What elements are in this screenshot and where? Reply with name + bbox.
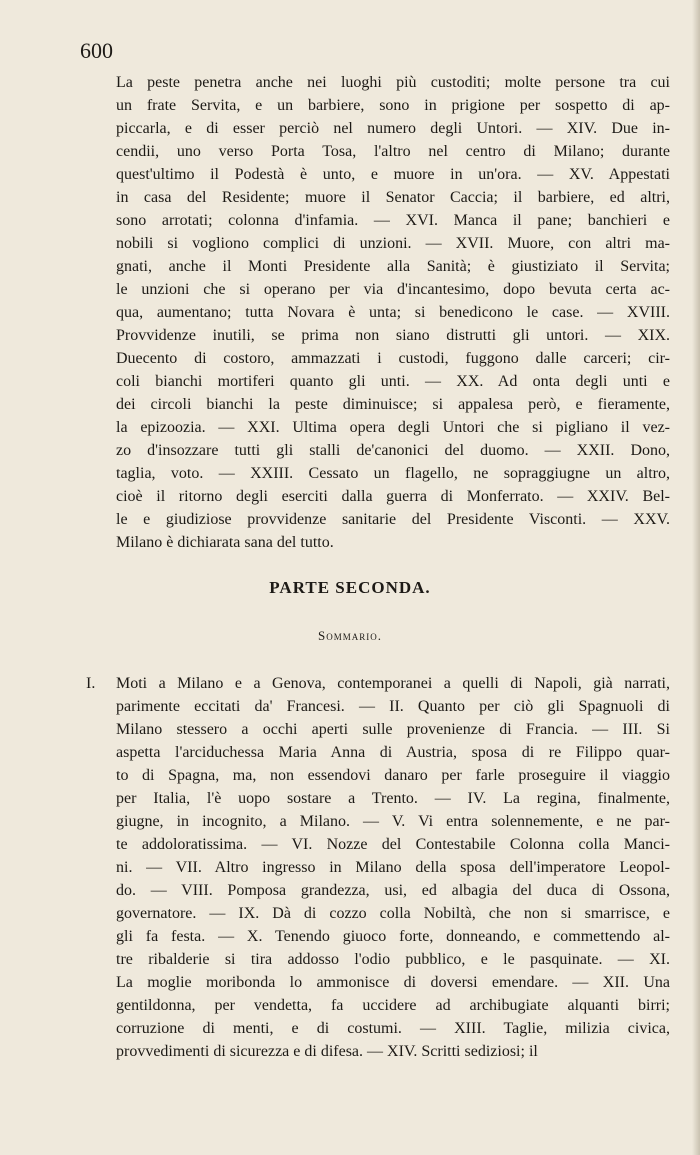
text-line: gnati, anche il Monti Presidente alla Sanità; è giustiziato il Servita; [116,258,670,275]
text-line: Milano stessero a occhi aperti sulle provenienze di Francia. — III. Si [116,721,670,738]
text-line: in casa del Residente; muore il Senator Caccia; il barbiere, ed altri, [116,189,670,206]
text-line: corruzione di menti, e di costumi. — XIII. Taglie, milizia civica, [116,1020,670,1037]
text-line: La moglie moribonda lo ammonisce di doversi emendare. — XII. Una [116,974,670,991]
first-item-number: I. [86,675,96,692]
text-line: le e giudiziose provvidenze sanitarie del Presidente Visconti. — XXV. [116,511,670,528]
text-line: cioè il ritorno degli eserciti dalla guerra di Monferrato. — XXIV. Bel- [116,488,670,505]
text-line: taglia, voto. — XXIII. Cessato un flagello, ne sopraggiugne un altro, [116,465,670,482]
text-line: gentildonna, per vendetta, fa uccidere ad archibugiate alquanti birri; [116,997,670,1014]
page-number: 600 [80,38,113,63]
text-line: le unzioni che si operano per via d'incantesimo, dopo bevuta certa ac- [116,281,670,298]
text-line: Duecento di costoro, ammazzati i custodi, fuggono dalle carceri; cir- [116,350,670,367]
text-line: dei circoli bianchi la peste diminuisce; si appalesa però, e fieramente, [116,396,670,413]
text-line: tre ribalderie si tira addosso l'odio pubblico, e le pasquinate. — XI. [116,951,670,968]
text-line: Moti a Milano e a Genova, contemporanei a quelli di Napoli, già narrati, [116,675,670,692]
text-line: piccarla, e di esser perciò nel numero degli Untori. — XIV. Due in- [116,120,670,137]
summary-label: Sommario. [318,628,382,643]
part-one-summary-text [116,71,670,554]
text-line: parimente eccitati da' Francesi. — II. Quanto per ciò gli Spagnuoli di [116,698,670,715]
text-line: aspetta l'arciduchessa Maria Anna di Austria, sposa di re Filippo quar- [116,744,670,761]
text-line: to di Spagna, ma, non essendovi danaro per farle proseguire il viaggio [116,767,670,784]
text-line: do. — VIII. Pomposa grandezza, usi, ed albagia del duca di Ossona, [116,882,670,899]
text-line: coli bianchi mortiferi quanto gli unti. — XX. Ad onta degli unti e [116,373,670,390]
text-line: gli fa festa. — X. Tenendo giuoco forte, donneando, e commettendo al- [116,928,670,945]
text-line: sono arrotati; colonna d'infamia. — XVI. Manca il pane; banchieri e [116,212,670,229]
text-line: la epizoozia. — XXI. Ultima opera degli Untori che si pigliano il vez- [116,419,670,436]
text-line: Milano è dichiarata sana del tutto. [116,534,334,551]
text-line: giugne, in incognito, a Milano. — V. Vi entra solennemente, e ne par- [116,813,670,830]
section-title: PARTE SECONDA. [269,578,431,597]
text-line: qua, aumentano; tutta Novara è unta; si benedicono le case. — XVIII. [116,304,670,321]
text-line: zo d'insozzare tutti gli stalli de'canonici del duomo. — XXII. Dono, [116,442,670,459]
part-two-summary-text [116,672,670,1063]
text-line: cendii, uno verso Porta Tosa, l'altro nel centro di Milano; durante [116,143,670,160]
text-line: Provvidenze inutili, se prima non siano distrutti gli untori. — XIX. [116,327,670,344]
text-line: te addoloratissima. — VI. Nozze del Contestabile Colonna colla Manci- [116,836,670,853]
text-line: provvedimenti di sicurezza e di difesa. — XIV. Scritti sediziosi; il [116,1043,538,1060]
text-line: quest'ultimo il Podestà è unto, e muore in un'ora. — XV. Appestati [116,166,670,183]
text-line: La peste penetra anche nei luoghi più custoditi; molte persone tra cui [116,74,670,91]
text-line: per Italia, l'è uopo sostare a Trento. — IV. La regina, finalmente, [116,790,670,807]
text-line: ni. — VII. Altro ingresso in Milano della sposa dell'imperatore Leopol- [116,859,670,876]
text-line: nobili si vogliono complici di unzioni. — XVII. Muore, con altri ma- [116,235,670,252]
text-line: un frate Servita, e un barbiere, sono in prigione per sospetto di ap- [116,97,670,114]
text-line: governatore. — IX. Dà di cozzo colla Nobiltà, che non si smarrisce, e [116,905,670,922]
